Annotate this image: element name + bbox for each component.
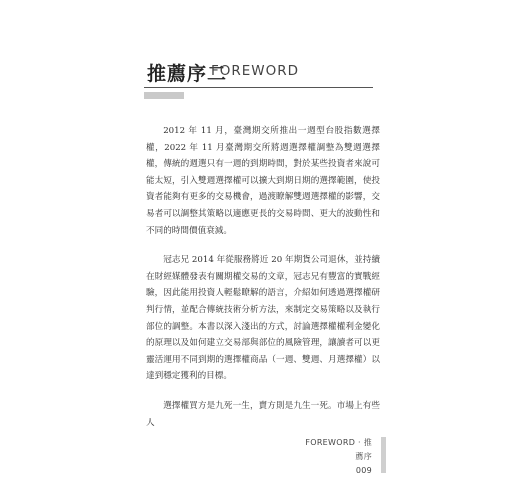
page-title: 推薦序二 bbox=[147, 63, 228, 85]
page-subtitle: FOREWORD bbox=[211, 63, 300, 79]
header-accent-bar bbox=[144, 92, 184, 99]
paragraph: 冠志兄 2014 年從服務將近 20 年期貨公司退休，並持續在財經媒體發表有關期權交易的文章，冠志兄有豐富的實戰經驗，因此能用投資人輕鬆瞭解的語言，介紹如何透過選擇權研判行情，並配合傳統技術分析方法，來制定交易策略以及執行部位的調整。本書以深入淺出的方式，討論選擇權權利金變化的原理以及如何建立交易部與部位的風險管理，讓讀者可以更靈活運用不同到期的選擇權商品（一週、雙週、月選擇權）以達到穩定獲利的目標。 bbox=[146, 255, 380, 382]
paragraph: 選擇權買方是九死一生，賣方則是九生一死。市場上有些人 bbox=[146, 400, 380, 428]
header-rule bbox=[144, 87, 373, 88]
footer-accent-bar bbox=[381, 437, 386, 473]
page-footer bbox=[298, 436, 372, 478]
page-number: 009 bbox=[355, 466, 372, 475]
paragraph: 2012 年 11 月，臺灣期交所推出一週型台股指數選擇權，2022 年 11 月臺灣期交所將週選擇權調整為雙週選擇權，傳統的週選只有一週的到期時間，對於某些投資者來說可能太短，引入雙週選擇權可以擴大到期日期的選擇範圍，使投資者能夠有更多的交易機會，過渡瞭解雙週選擇權的影響，交易者可以調整其策略以適應更長的交易時間、更大的波動性和不同的時間價值衰減。 bbox=[146, 126, 380, 236]
body-text bbox=[146, 123, 380, 444]
footer-section-label: FOREWORD · 推薦序 bbox=[305, 438, 372, 461]
